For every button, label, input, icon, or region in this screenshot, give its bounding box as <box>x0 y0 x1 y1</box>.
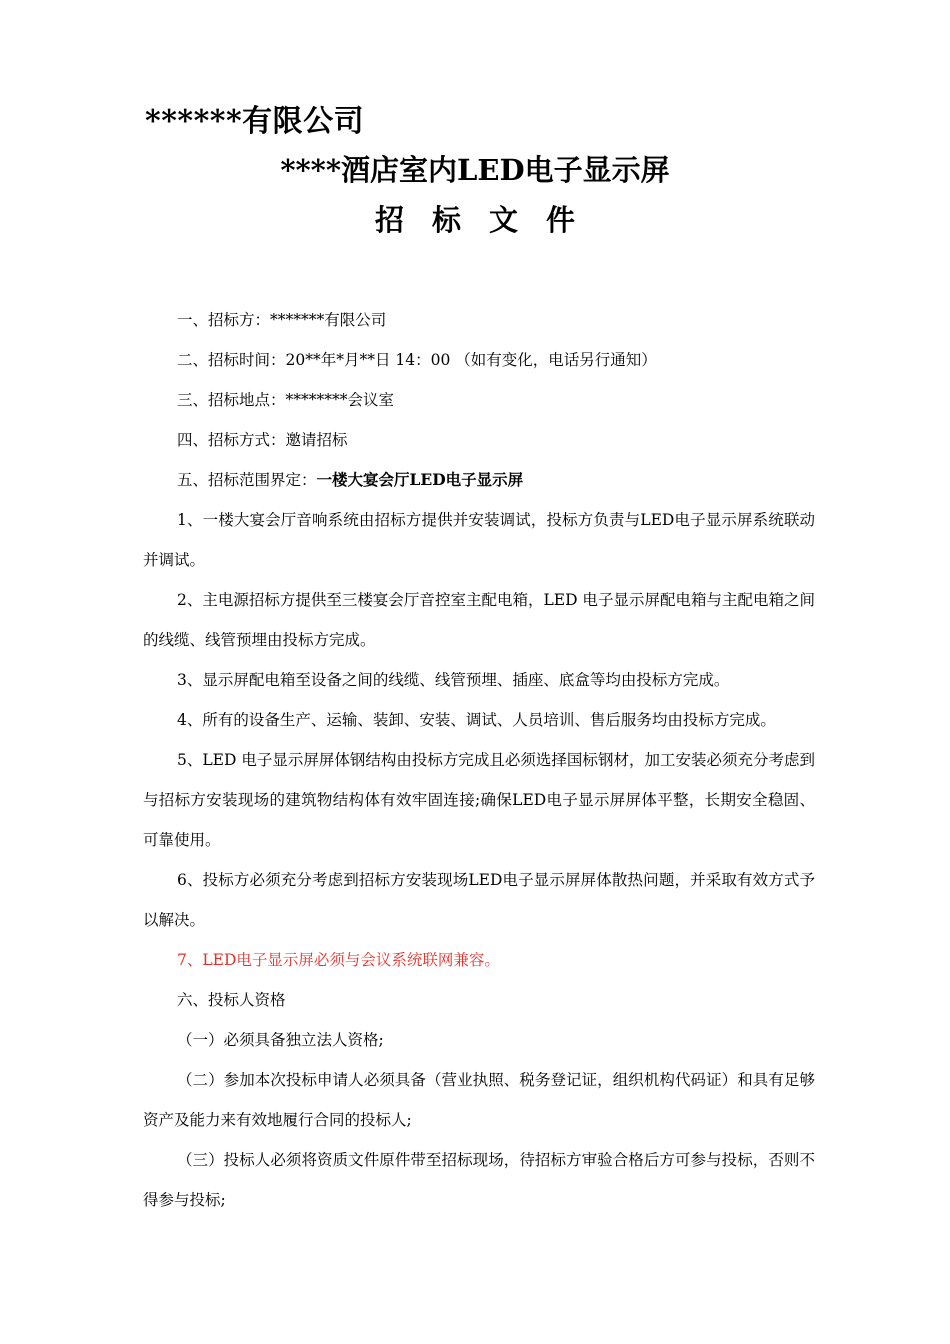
item-bid-time: 二、招标时间：20**年*月**日 14：00 （如有变化，电话另行通知） <box>177 351 657 369</box>
qualification-3: （三）投标人必须将资质文件原件带至招标现场，待招标方审验合格后方可参与投标，否则不得参与投标; <box>143 1151 815 1209</box>
document-subtitle: 招标文件 <box>374 203 603 237</box>
scope-clause-4: 4、所有的设备生产、运输、装卸、安装、调试、人员培训、售后服务均由投标方完成。 <box>177 711 776 729</box>
scope-clause-6: 6、投标方必须充分考虑到招标方安装现场LED电子显示屏屏体散热问题，并采取有效方式予以解决。 <box>143 871 815 929</box>
item-bid-scope <box>143 460 815 500</box>
scope-clause-3: 3、显示屏配电箱至设备之间的线缆、线管预埋、插座、底盒等均由投标方完成。 <box>177 671 730 689</box>
section-bidder-qualification: 六、投标人资格 <box>177 991 286 1009</box>
scope-clause-2: 2、主电源招标方提供至三楼宴会厅音控室主配电箱，LED 电子显示屏配电箱与主配电箱之间的线缆、线管预埋由投标方完成。 <box>143 591 815 649</box>
bid-scope-label: 五、招标范围界定： <box>177 471 317 489</box>
item-bid-method: 四、招标方式：邀请招标 <box>177 431 348 449</box>
scope-clause-7: 7、LED电子显示屏必须与会议系统联网兼容。 <box>177 951 500 969</box>
item-bidder: 一、招标方：*******有限公司 <box>177 311 387 329</box>
document-title: ****酒店室内LED电子显示屏 <box>280 153 670 187</box>
qualification-1: （一）必须具备独立法人资格; <box>177 1031 384 1049</box>
scope-clause-1: 1、一楼大宴会厅音响系统由招标方提供并安装调试，投标方负责与LED电子显示屏系统联动并调试。 <box>143 511 815 569</box>
document-body <box>143 300 815 1220</box>
item-bid-location: 三、招标地点：********会议室 <box>177 391 395 409</box>
company-name: ******有限公司 <box>145 104 365 139</box>
bid-scope-value: 一楼大宴会厅LED电子显示屏 <box>316 470 524 489</box>
qualification-2: （二）参加本次投标申请人必须具备（营业执照、税务登记证，组织机构代码证）和具有足够资产及能力来有效地履行合同的投标人; <box>143 1071 815 1129</box>
scope-clause-5: 5、LED 电子显示屏屏体钢结构由投标方完成且必须选择国标钢材，加工安装必须充分考虑到与招标方安装现场的建筑物结构体有效牢固连接;确保LED电子显示屏屏体平整，长期安全稳固、可靠使用。 <box>143 751 815 849</box>
